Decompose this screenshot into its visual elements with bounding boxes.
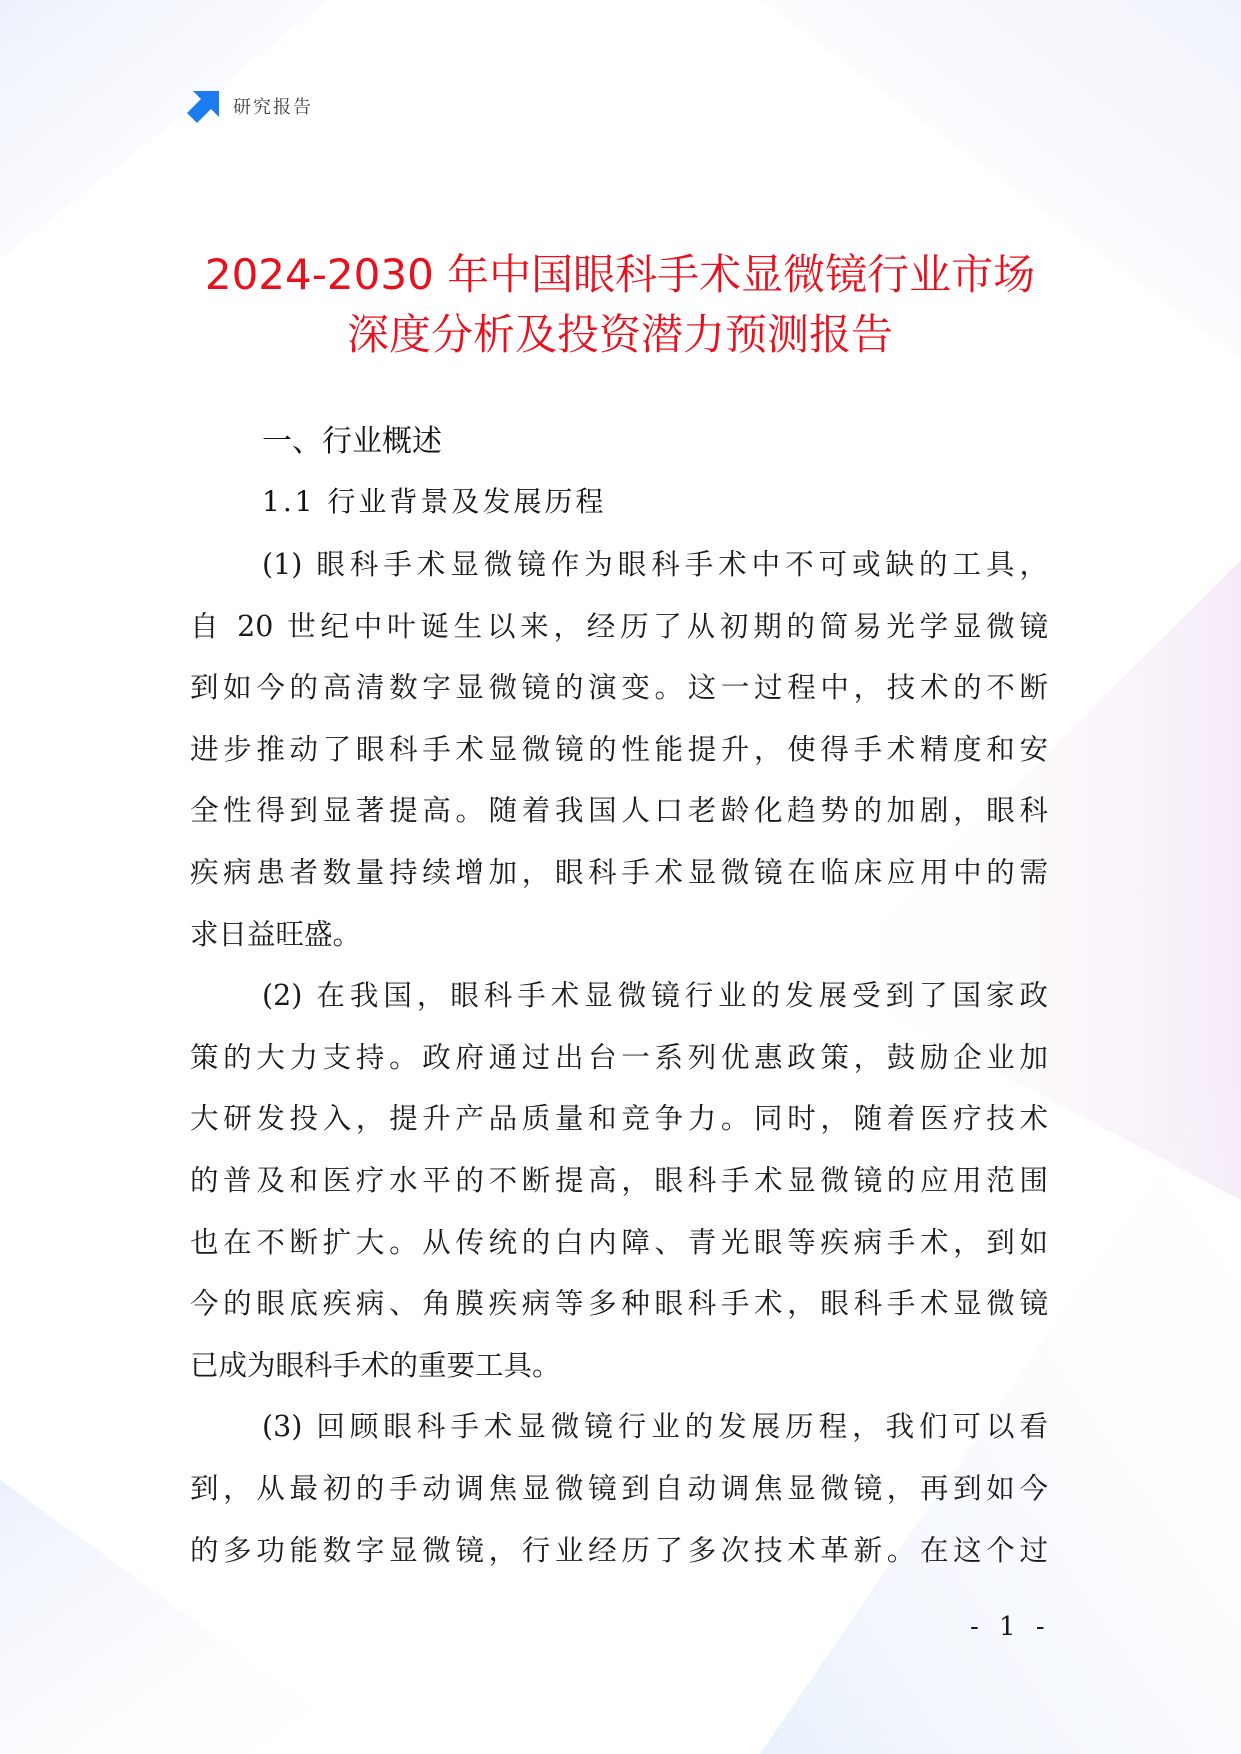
text-line: (1) 眼科手术显微镜作为眼科手术中不可或缺的工具，	[262, 548, 1048, 581]
text-line: 疾病患者数量持续增加，眼科手术显微镜在临床应用中的需	[190, 855, 1048, 889]
body-text	[190, 534, 1050, 1581]
arrow-up-right-icon	[187, 89, 221, 123]
text-line: 全性得到显著提高。随着我国人口老龄化趋势的加剧，眼科	[190, 794, 1048, 828]
header-label: 研究报告	[233, 97, 313, 118]
text-line: (2) 在我国，眼科手术显微镜行业的发展受到了国家政	[262, 979, 1048, 1013]
title-line-2: 深度分析及投资潜力预测报告	[346, 310, 893, 360]
text-line: 进步推动了眼科手术显微镜的性能提升，使得手术精度和安	[190, 732, 1048, 766]
text-line: 也在不断扩大。从传统的白内障、青光眼等疾病手术，到如	[190, 1225, 1048, 1259]
text-line: 的多功能数字显微镜，行业经历了多次技术革新。在这个过	[190, 1533, 1048, 1567]
text-line: 求日益旺盛。	[190, 917, 362, 951]
page-number: - 1 -	[970, 1612, 1051, 1642]
text-line: 策的大力支持。政府通过出台一系列优惠政策，鼓励企业加	[190, 1040, 1048, 1074]
report-header	[187, 88, 313, 124]
paragraph-1	[190, 534, 1050, 965]
document-title	[150, 245, 1090, 365]
paragraph-3	[190, 1396, 1050, 1581]
bg-shape-top-left	[0, 0, 330, 260]
title-line-1: 2024-2030 年中国眼科手术显微镜行业市场	[204, 250, 1036, 300]
text-line: 已成为眼科手术的重要工具。	[190, 1348, 561, 1382]
text-line: 到，从最初的手动调焦显微镜到自动调焦显微镜，再到如今	[190, 1471, 1048, 1505]
subsection-heading: 1.1 行业背景及发展历程	[262, 485, 607, 518]
text-line: 自 20 世纪中叶诞生以来，经历了从初期的简易光学显微镜	[190, 609, 1048, 643]
text-line: 的普及和医疗水平的不断提高，眼科手术显微镜的应用范围	[190, 1163, 1048, 1197]
text-line: 今的眼底疾病、角膜疾病等多种眼科手术，眼科手术显微镜	[190, 1287, 1048, 1321]
section-heading: 一、行业概述	[262, 424, 442, 459]
paragraph-2	[190, 965, 1050, 1396]
text-line: (3) 回顾眼科手术显微镜行业的发展历程，我们可以看	[262, 1410, 1048, 1444]
text-line: 大研发投入，提升产品质量和竞争力。同时，随着医疗技术	[190, 1102, 1048, 1136]
text-line: 到如今的高清数字显微镜的演变。这一过程中，技术的不断	[190, 671, 1048, 705]
